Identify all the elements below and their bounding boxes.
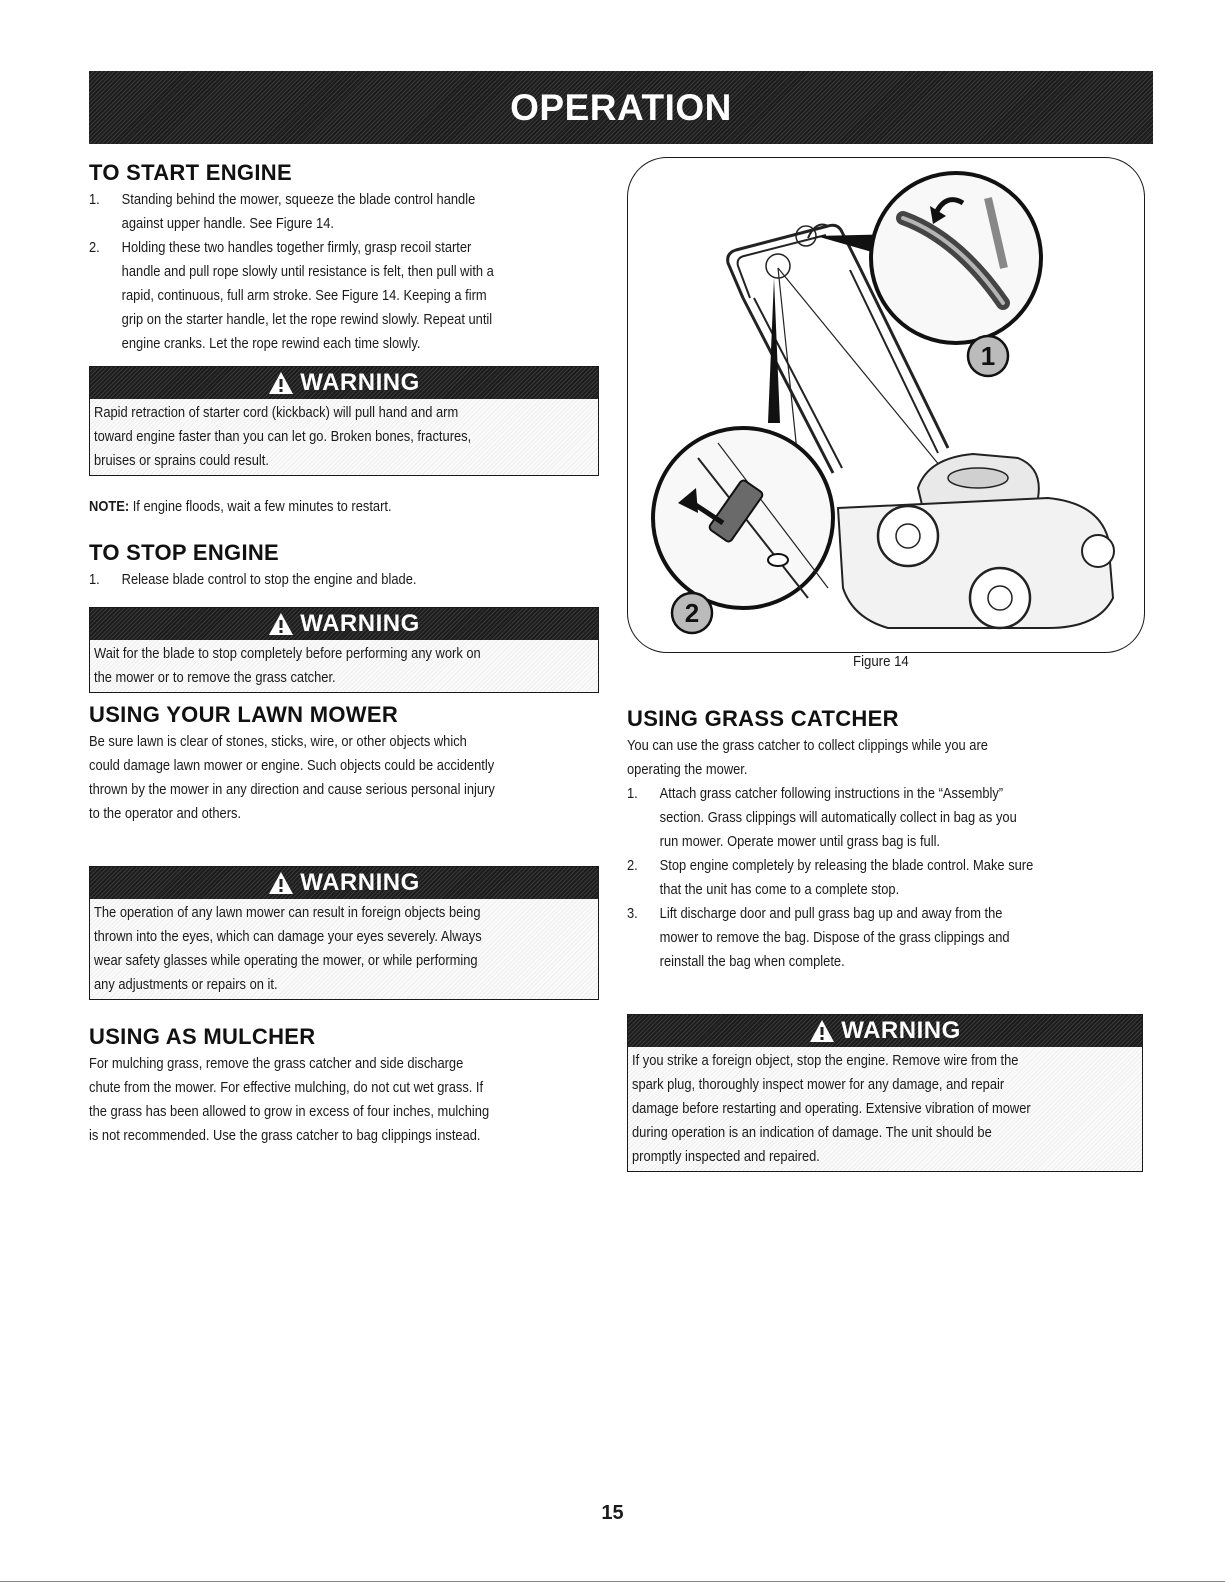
warning-title: WARNING [300,869,420,896]
warning-line: bruises or sprains could result. [94,452,269,469]
step-number: 3. [627,905,638,922]
callout-2-label: 2 [684,598,700,628]
step-line: run mower. Operate mower until grass bag is full. [659,833,941,850]
step-line: Stop engine completely by releasing the blade control. Make sure [659,857,1034,874]
mulcher-section [89,1024,609,1148]
list-item [627,854,1184,902]
paragraph-line: thrown by the mower in any direction and cause serious personal injury [89,781,495,798]
grass-catcher-heading: USING GRASS CATCHER [627,706,899,731]
callout-1-label: 1 [980,341,996,371]
warning-text [90,640,598,692]
step-number: 2. [627,857,638,874]
start-engine-heading: TO START ENGINE [89,160,292,185]
warning-header [90,608,598,640]
section-banner [89,71,1153,144]
list-item [89,236,640,356]
step-number: 2. [89,239,100,256]
step-line: handle and pull rope slowly until resistance is felt, then pull with a [121,263,494,280]
stop-warning-box [89,607,599,693]
warning-title: WARNING [300,610,420,637]
grass-catcher-steps [627,782,1153,974]
paragraph-line: is not recommended. Use the grass catcher to bag clippings instead. [89,1127,481,1144]
paragraph-line: the grass has been allowed to grow in excess of four inches, mulching [89,1103,490,1120]
page-number: 15 [601,1502,624,1524]
warning-line: the mower or to remove the grass catcher. [94,669,336,686]
step-line: reinstall the bag when complete. [659,953,845,970]
eye-warning-box [89,866,599,1000]
grass-catcher-section [627,706,1153,974]
step-line: section. Grass clippings will automatically collect in bag as you [659,809,1017,826]
step-line: Attach grass catcher following instructions in the “Assembly” [659,785,1004,802]
warning-header [90,367,598,399]
warning-line: Rapid retraction of starter cord (kickback) will pull hand and arm [94,404,459,421]
list-item [627,902,1184,974]
step-number: 1. [89,191,100,208]
warning-line: Wait for the blade to stop completely before performing any work on [94,645,481,662]
warning-triangle-icon [268,371,294,395]
paragraph-line: Be sure lawn is clear of stones, sticks, wire, or other objects which [89,733,467,750]
figure-14 [627,157,1145,653]
warning-line: during operation is an indication of damage. The unit should be [632,1124,992,1141]
lawn-mower-illustration [628,158,1144,652]
warning-text [90,899,598,999]
warning-text [628,1047,1142,1171]
warning-line: thrown into the eyes, which can damage your eyes severely. Always [94,928,482,945]
warning-line: damage before restarting and operating. Extensive vibration of mower [632,1100,1031,1117]
warning-header [90,867,598,899]
grass-catcher-intro [627,734,1152,782]
step-line: against upper handle. See Figure 14. [121,215,334,232]
page-edge-line [0,1581,1225,1582]
start-engine-section [89,160,609,356]
note-text: If engine floods, wait a few minutes to restart. [129,498,392,515]
step-line: grip on the starter handle, let the rope rewind slowly. Repeat until [121,311,493,328]
warning-title: WARNING [300,369,420,396]
step-line: engine cranks. Let the rope rewind each time slowly. [121,335,421,352]
mulcher-paragraph [89,1052,608,1148]
mulcher-heading: USING AS MULCHER [89,1024,316,1049]
lawn-mower-section [89,702,609,826]
step-line: Standing behind the mower, squeeze the blade control handle [121,191,476,208]
paragraph-line: For mulching grass, remove the grass catcher and side discharge [89,1055,464,1072]
foreign-object-warning-box [627,1014,1143,1172]
paragraph-line: to the operator and others. [89,805,242,822]
warning-line: wear safety glasses while operating the mower, or while performing [94,952,478,969]
list-item [89,568,640,592]
step-number: 1. [89,571,100,588]
page-title: OPERATION [510,86,732,128]
paragraph-line: You can use the grass catcher to collect clippings while you are [627,737,988,754]
step-line: Lift discharge door and pull grass bag up and away from the [659,905,1003,922]
warning-line: The operation of any lawn mower can result in foreign objects being [94,904,481,921]
step-line: Release blade control to stop the engine and blade. [121,571,417,588]
paragraph-line: operating the mower. [627,761,748,778]
step-line: that the unit has come to a complete stop. [659,881,900,898]
figure-caption: Figure 14 [853,653,909,670]
stop-engine-heading: TO STOP ENGINE [89,540,280,565]
warning-line: spark plug, thoroughly inspect mower for any damage, and repair [632,1076,1005,1093]
warning-header [628,1015,1142,1047]
start-engine-steps [89,188,609,356]
paragraph-line: could damage lawn mower or engine. Such objects could be accidently [89,757,495,774]
step-number: 1. [627,785,638,802]
step-line: rapid, continuous, full arm stroke. See Figure 14. Keeping a firm [121,287,487,304]
paragraph-line: chute from the mower. For effective mulching, do not cut wet grass. If [89,1079,484,1096]
note-label: NOTE: [89,498,130,515]
list-item [627,782,1184,854]
warning-line: any adjustments or repairs on it. [94,976,278,993]
lawn-mower-paragraph [89,730,608,826]
step-line: Holding these two handles together firmly, grasp recoil starter [121,239,472,256]
note [89,495,609,519]
warning-text [90,399,598,475]
kickback-warning-box [89,366,599,476]
warning-triangle-icon [268,871,294,895]
warning-triangle-icon [268,612,294,636]
list-item [89,188,640,236]
warning-title: WARNING [841,1017,961,1044]
warning-line: If you strike a foreign object, stop the engine. Remove wire from the [632,1052,1019,1069]
warning-line: promptly inspected and repaired. [632,1148,820,1165]
stop-engine-steps [89,568,609,592]
step-line: mower to remove the bag. Dispose of the grass clippings and [659,929,1010,946]
warning-line: toward engine faster than you can let go. Broken bones, fractures, [94,428,472,445]
lawn-mower-heading: USING YOUR LAWN MOWER [89,702,399,727]
stop-engine-section [89,540,609,592]
warning-triangle-icon [809,1019,835,1043]
